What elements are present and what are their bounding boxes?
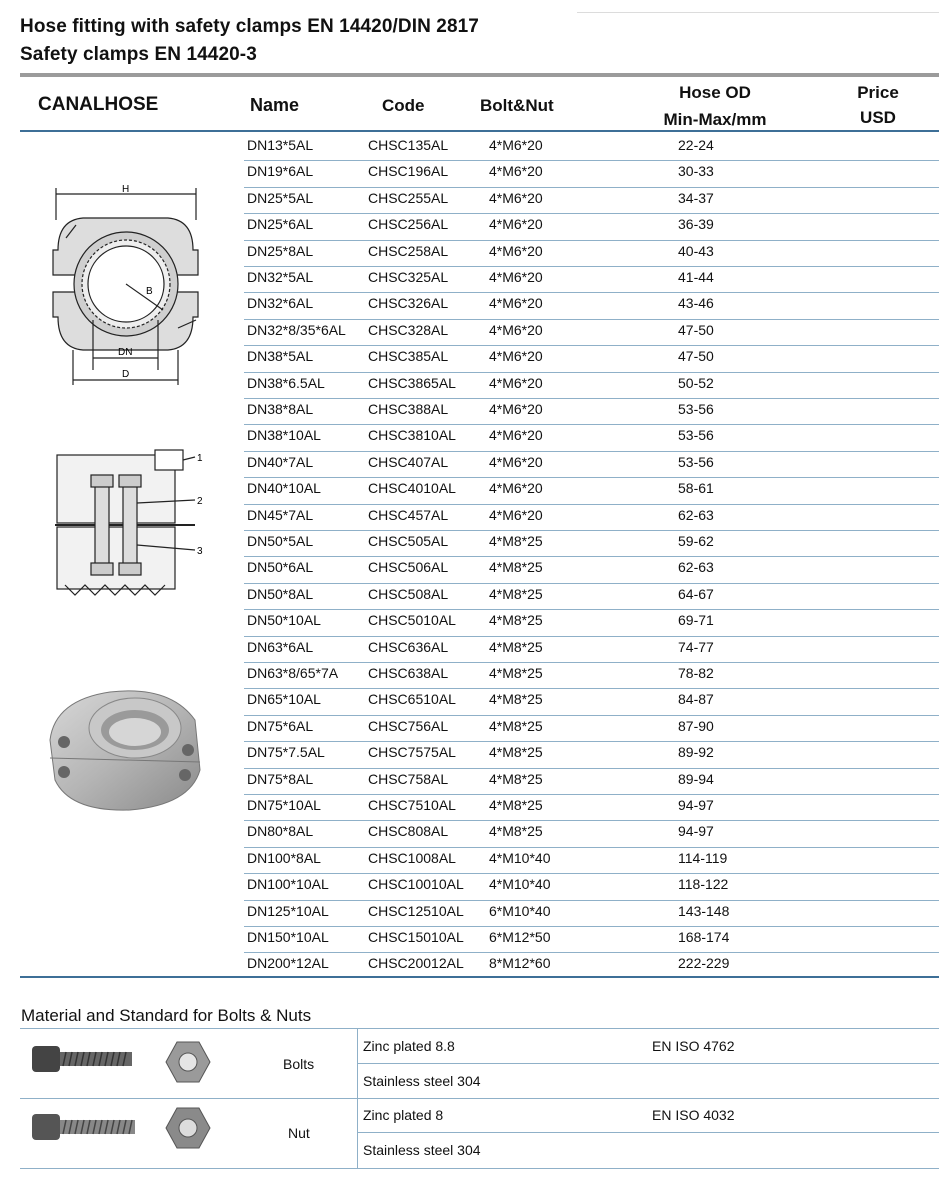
cell-od: 74-77: [678, 638, 714, 655]
cell-name: DN32*8/35*6AL: [247, 321, 346, 338]
cell-name: DN13*5AL: [247, 137, 314, 153]
row-divider: [244, 398, 939, 399]
cell-od: 53-56: [678, 427, 714, 444]
cell-name: DN100*10AL: [247, 876, 329, 893]
row-divider: [244, 477, 939, 478]
cell-code: CHSC258AL: [368, 242, 449, 259]
cell-bolt: 4*M6*20: [489, 189, 543, 206]
cell-code: CHSC135AL: [368, 137, 449, 153]
row-divider: [244, 530, 939, 531]
cell-bolt: 4*M6*20: [489, 321, 543, 338]
cell-name: DN40*10AL: [247, 480, 321, 497]
row-divider: [244, 952, 939, 953]
material-top-rule: [20, 1028, 939, 1029]
cell-bolt: 4*M6*20: [489, 453, 543, 470]
cell-name: DN25*5AL: [247, 189, 314, 206]
page-title: Hose fitting with safety clamps EN 14420/DIN 2817: [20, 16, 479, 37]
row-divider: [244, 345, 939, 346]
cell-od: 36-39: [678, 216, 714, 233]
callout-3: 3: [197, 546, 203, 557]
cell-name: DN38*8AL: [247, 401, 314, 417]
row-divider: [244, 636, 939, 637]
cell-code: CHSC407AL: [368, 453, 449, 470]
bolt-zinc-standard: EN ISO 4762: [652, 1038, 735, 1054]
cell-od: 87-90: [678, 717, 714, 734]
cell-code: CHSC457AL: [368, 506, 449, 523]
cell-code: CHSC758AL: [368, 770, 449, 787]
clamp-front-drawing: [38, 180, 213, 390]
cell-od: 47-50: [678, 348, 714, 365]
row-divider: [244, 319, 939, 320]
bolt-image: [30, 1042, 135, 1076]
cell-bolt: 4*M8*25: [489, 823, 543, 840]
cell-name: DN25*8AL: [247, 242, 314, 259]
clamp-product-image: [40, 680, 210, 820]
material-column-divider: [357, 1028, 358, 1168]
column-header-price-line2: USD: [860, 108, 896, 127]
nut-image: [165, 1040, 211, 1084]
table-bottom-rule: [20, 976, 939, 978]
cell-name: DN32*5AL: [247, 269, 314, 285]
cell-bolt: 4*M6*20: [489, 295, 543, 312]
nut-zinc-standard: EN ISO 4032: [652, 1107, 735, 1123]
cell-od: 40-43: [678, 242, 714, 259]
cell-name: DN150*10AL: [247, 929, 329, 945]
cell-name: DN75*6AL: [247, 717, 314, 734]
cell-bolt: 4*M6*20: [489, 137, 543, 153]
cell-bolt: 4*M8*25: [489, 612, 543, 629]
cell-bolt: 4*M6*20: [489, 242, 543, 259]
cell-code: CHSC508AL: [368, 585, 449, 602]
row-divider: [244, 583, 939, 584]
row-divider: [244, 609, 939, 610]
material-bottom-rule: [20, 1168, 939, 1169]
cell-code: CHSC636AL: [368, 638, 449, 655]
cell-od: 53-56: [678, 401, 714, 417]
cell-name: DN19*6AL: [247, 163, 314, 180]
row-divider: [244, 794, 939, 795]
cell-bolt: 4*M6*20: [489, 480, 543, 497]
bolts-nut-divider: [20, 1098, 939, 1099]
row-divider: [244, 240, 939, 241]
header-bottom-rule: [20, 130, 939, 132]
drawing-label-h: H: [122, 184, 130, 195]
nut-label: Nut: [288, 1125, 310, 1141]
top-divider: [577, 12, 939, 13]
cell-od: 58-61: [678, 480, 714, 497]
nut-zinc-material: Zinc plated 8: [363, 1107, 444, 1123]
cell-name: DN125*10AL: [247, 902, 329, 919]
cell-od: 62-63: [678, 559, 714, 576]
cell-od: 43-46: [678, 295, 714, 312]
cell-od: 118-122: [678, 876, 729, 893]
cell-od: 30-33: [678, 163, 714, 180]
bolt-image-2: [30, 1110, 138, 1144]
cell-bolt: 4*M6*20: [489, 506, 543, 523]
cell-name: DN63*6AL: [247, 638, 314, 655]
cell-od: 222-229: [678, 955, 730, 972]
cell-od: 50-52: [678, 374, 714, 391]
column-header-od-line1: Hose OD: [679, 83, 751, 102]
bolt-zinc-material: Zinc plated 8.8: [363, 1038, 455, 1054]
cell-od: 94-97: [678, 823, 714, 840]
row-divider: [244, 847, 939, 848]
cell-name: DN50*8AL: [247, 585, 314, 602]
cell-name: DN25*6AL: [247, 216, 314, 233]
cell-name: DN63*8/65*7A: [247, 665, 339, 681]
cell-bolt: 6*M12*50: [489, 929, 551, 945]
cell-name: DN38*10AL: [247, 427, 321, 444]
cell-code: CHSC10010AL: [368, 876, 464, 893]
cell-name: DN38*5AL: [247, 348, 314, 365]
brand-header: CANALHOSE: [38, 94, 159, 115]
cell-od: 89-94: [678, 770, 714, 787]
cell-bolt: 4*M6*20: [489, 216, 543, 233]
cell-bolt: 4*M6*20: [489, 348, 543, 365]
cell-name: DN50*5AL: [247, 533, 314, 549]
bolts-row-divider: [357, 1063, 939, 1064]
cell-code: CHSC3865AL: [368, 374, 456, 391]
drawing-label-dn: DN: [118, 347, 133, 358]
material-section-title: Material and Standard for Bolts & Nuts: [21, 1006, 312, 1025]
cell-code: CHSC756AL: [368, 717, 449, 734]
cell-code: CHSC4010AL: [368, 480, 456, 497]
row-divider: [244, 926, 939, 927]
cell-name: DN75*8AL: [247, 770, 314, 787]
cell-od: 69-71: [678, 612, 714, 629]
cell-od: 34-37: [678, 189, 714, 206]
cell-name: DN200*12AL: [247, 955, 329, 972]
drawing-label-d: D: [122, 369, 130, 380]
cell-bolt: 4*M8*25: [489, 638, 543, 655]
cell-code: CHSC12510AL: [368, 902, 464, 919]
cell-bolt: 4*M8*25: [489, 744, 543, 761]
row-divider: [244, 213, 939, 214]
callout-1: 1: [197, 453, 203, 464]
clamp-section-drawing: [45, 445, 220, 605]
row-divider: [244, 768, 939, 769]
cell-od: 168-174: [678, 929, 730, 945]
cell-name: DN50*6AL: [247, 559, 314, 576]
column-header-bolt: Bolt&Nut: [480, 96, 554, 115]
column-header-name: Name: [250, 95, 300, 115]
cell-od: 59-62: [678, 533, 714, 549]
cell-od: 47-50: [678, 321, 714, 338]
cell-name: DN80*8AL: [247, 823, 314, 840]
row-divider: [244, 187, 939, 188]
row-divider: [244, 451, 939, 452]
cell-bolt: 4*M10*40: [489, 876, 551, 893]
cell-bolt: 4*M6*20: [489, 427, 543, 444]
cell-code: CHSC638AL: [368, 665, 449, 681]
cell-name: DN100*8AL: [247, 849, 321, 866]
cell-bolt: 4*M8*25: [489, 559, 543, 576]
cell-bolt: 4*M8*25: [489, 770, 543, 787]
cell-name: DN75*7.5AL: [247, 744, 325, 761]
cell-name: DN45*7AL: [247, 506, 314, 523]
cell-code: CHSC7575AL: [368, 744, 456, 761]
cell-code: CHSC20012AL: [368, 955, 464, 972]
cell-od: 143-148: [678, 902, 730, 919]
cell-name: DN75*10AL: [247, 797, 321, 813]
cell-od: 22-24: [678, 137, 714, 153]
cell-od: 114-119: [678, 849, 728, 866]
cell-code: CHSC15010AL: [368, 929, 464, 945]
row-divider: [244, 556, 939, 557]
cell-code: CHSC6510AL: [368, 691, 456, 708]
cell-name: DN32*6AL: [247, 295, 314, 312]
cell-code: CHSC325AL: [368, 269, 449, 285]
row-divider: [244, 160, 939, 161]
row-divider: [244, 266, 939, 267]
cell-code: CHSC1008AL: [368, 849, 456, 866]
title-divider: [20, 73, 939, 77]
cell-name: DN40*7AL: [247, 453, 314, 470]
cell-code: CHSC3810AL: [368, 427, 456, 444]
bolts-label: Bolts: [283, 1056, 315, 1072]
cell-name: DN38*6.5AL: [247, 374, 325, 391]
cell-bolt: 4*M8*25: [489, 691, 543, 708]
row-divider: [244, 662, 939, 663]
cell-name: DN50*10AL: [247, 612, 321, 629]
row-divider: [244, 820, 939, 821]
column-header-od-line2: Min-Max/mm: [663, 110, 767, 129]
cell-code: CHSC5010AL: [368, 612, 456, 629]
cell-od: 84-87: [678, 691, 714, 708]
cell-bolt: 4*M6*20: [489, 269, 543, 285]
callout-2: 2: [197, 496, 203, 507]
cell-bolt: 4*M8*25: [489, 665, 543, 681]
row-divider: [244, 504, 939, 505]
page-subtitle: Safety clamps EN 14420-3: [20, 44, 257, 65]
cell-code: CHSC256AL: [368, 216, 449, 233]
nut-image-2: [165, 1106, 211, 1150]
row-divider: [244, 873, 939, 874]
row-divider: [244, 292, 939, 293]
cell-od: 78-82: [678, 665, 714, 681]
cell-bolt: 6*M10*40: [489, 902, 551, 919]
cell-bolt: 4*M10*40: [489, 849, 551, 866]
cell-od: 64-67: [678, 585, 714, 602]
cell-bolt: 4*M6*20: [489, 163, 543, 180]
cell-od: 41-44: [678, 269, 714, 285]
cell-code: CHSC388AL: [368, 401, 449, 417]
cell-code: CHSC196AL: [368, 163, 449, 180]
cell-od: 62-63: [678, 506, 714, 523]
cell-code: CHSC255AL: [368, 189, 449, 206]
row-divider: [244, 900, 939, 901]
cell-od: 94-97: [678, 797, 714, 813]
cell-code: CHSC326AL: [368, 295, 449, 312]
cell-name: DN65*10AL: [247, 691, 321, 708]
cell-bolt: 4*M8*25: [489, 585, 543, 602]
cell-code: CHSC385AL: [368, 348, 449, 365]
cell-bolt: 4*M8*25: [489, 533, 543, 549]
cell-bolt: 8*M12*60: [489, 955, 551, 972]
cell-od: 53-56: [678, 453, 714, 470]
cell-bolt: 4*M8*25: [489, 797, 543, 813]
cell-code: CHSC505AL: [368, 533, 449, 549]
cell-code: CHSC808AL: [368, 823, 449, 840]
cell-od: 89-92: [678, 744, 714, 761]
cell-bolt: 4*M6*20: [489, 401, 543, 417]
cell-bolt: 4*M6*20: [489, 374, 543, 391]
cell-bolt: 4*M8*25: [489, 717, 543, 734]
row-divider: [244, 372, 939, 373]
column-header-price-line1: Price: [857, 83, 899, 102]
nut-row-divider: [357, 1132, 939, 1133]
column-header-code: Code: [382, 96, 425, 115]
bolt-stainless-material: Stainless steel 304: [363, 1073, 481, 1089]
cell-code: CHSC328AL: [368, 321, 449, 338]
row-divider: [244, 688, 939, 689]
cell-code: CHSC7510AL: [368, 797, 456, 813]
row-divider: [244, 424, 939, 425]
drawing-label-b: B: [146, 286, 153, 297]
row-divider: [244, 741, 939, 742]
cell-code: CHSC506AL: [368, 559, 449, 576]
row-divider: [244, 715, 939, 716]
nut-stainless-material: Stainless steel 304: [363, 1142, 481, 1158]
